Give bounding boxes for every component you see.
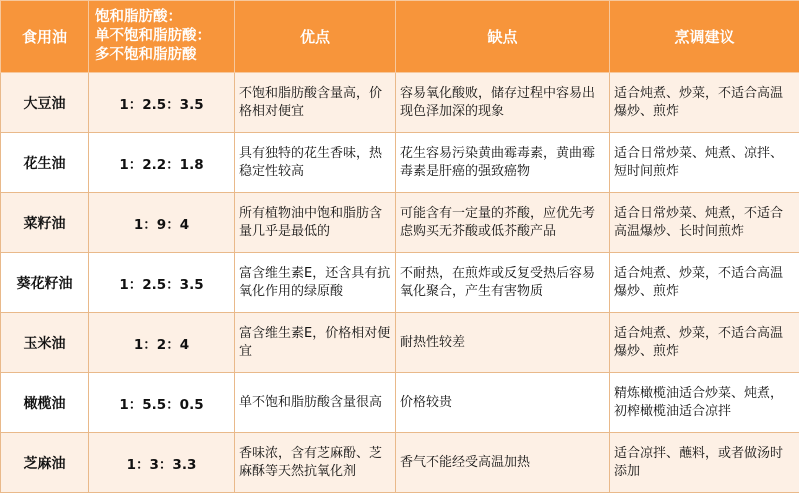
- header-fatty-acid-ratio: [89, 1, 235, 73]
- ratio-cell: 1：3：3.3: [89, 433, 235, 493]
- advice-cell: 精炼橄榄油适合炒菜、炖煮，初榨橄榄油适合凉拌: [610, 373, 799, 433]
- cons-cell: 价格较贵: [396, 373, 610, 433]
- pros-cell: 富含维生素E，还含具有抗氧化作用的绿原酸: [235, 253, 396, 313]
- oil-name-cell: 花生油: [1, 133, 89, 193]
- pros-cell: 不饱和脂肪酸含量高，价格相对便宜: [235, 73, 396, 133]
- advice-cell: 适合炖煮、炒菜，不适合高温爆炒、煎炸: [610, 73, 799, 133]
- pros-cell: 具有独特的花生香味，热稳定性较高: [235, 133, 396, 193]
- table-row: [1, 73, 799, 133]
- header-ratio-line-2: 单不饱和脂肪酸：: [95, 28, 211, 44]
- ratio-cell: 1：2.5：3.5: [89, 73, 235, 133]
- advice-cell: 适合日常炒菜、炖煮，不适合高温爆炒、长时间煎炸: [610, 193, 799, 253]
- advice-cell: 适合凉拌、蘸料，或者做汤时添加: [610, 433, 799, 493]
- ratio-cell: 1：2.5：3.5: [89, 253, 235, 313]
- header-oil: 食用油: [1, 1, 89, 73]
- ratio-cell: 1：5.5：0.5: [89, 373, 235, 433]
- oil-name-cell: 葵花籽油: [1, 253, 89, 313]
- cons-cell: 耐热性较差: [396, 313, 610, 373]
- ratio-cell: 1：9：4: [89, 193, 235, 253]
- oil-name-cell: 菜籽油: [1, 193, 89, 253]
- oil-name-cell: 玉米油: [1, 313, 89, 373]
- table-row: [1, 133, 799, 193]
- ratio-cell: 1：2：4: [89, 313, 235, 373]
- table-row: [1, 313, 799, 373]
- oil-name-cell: 橄榄油: [1, 373, 89, 433]
- cons-cell: 容易氧化酸败，储存过程中容易出现色泽加深的现象: [396, 73, 610, 133]
- pros-cell: 所有植物油中饱和脂肪含量几乎是最低的: [235, 193, 396, 253]
- header-cooking-advice: 烹调建议: [610, 1, 799, 73]
- advice-cell: 适合日常炒菜、炖煮、凉拌、短时间煎炸: [610, 133, 799, 193]
- oil-name-cell: 大豆油: [1, 73, 89, 133]
- oil-name-cell: 芝麻油: [1, 433, 89, 493]
- pros-cell: 单不饱和脂肪酸含量很高: [235, 373, 396, 433]
- table-row: [1, 253, 799, 313]
- header-row: [1, 1, 799, 73]
- header-pros: 优点: [235, 1, 396, 73]
- ratio-cell: 1：2.2：1.8: [89, 133, 235, 193]
- header-ratio-line-1: 饱和脂肪酸：: [95, 9, 182, 25]
- advice-cell: 适合炖煮、炒菜，不适合高温爆炒、煎炸: [610, 253, 799, 313]
- cons-cell: 花生容易污染黄曲霉毒素，黄曲霉毒素是肝癌的强致癌物: [396, 133, 610, 193]
- table-row: [1, 193, 799, 253]
- cons-cell: 可能含有一定量的芥酸，应优先考虑购买无芥酸或低芥酸产品: [396, 193, 610, 253]
- advice-cell: 适合炖煮、炒菜，不适合高温爆炒、煎炸: [610, 313, 799, 373]
- table-row: [1, 433, 799, 493]
- cons-cell: 不耐热，在煎炸或反复受热后容易氧化聚合，产生有害物质: [396, 253, 610, 313]
- table-row: [1, 373, 799, 433]
- header-cons: 缺点: [396, 1, 610, 73]
- pros-cell: 富含维生素E，价格相对便宜: [235, 313, 396, 373]
- cons-cell: 香气不能经受高温加热: [396, 433, 610, 493]
- header-ratio-line-3: 多不饱和脂肪酸: [95, 47, 197, 63]
- pros-cell: 香味浓，含有芝麻酚、芝麻酥等天然抗氧化剂: [235, 433, 396, 493]
